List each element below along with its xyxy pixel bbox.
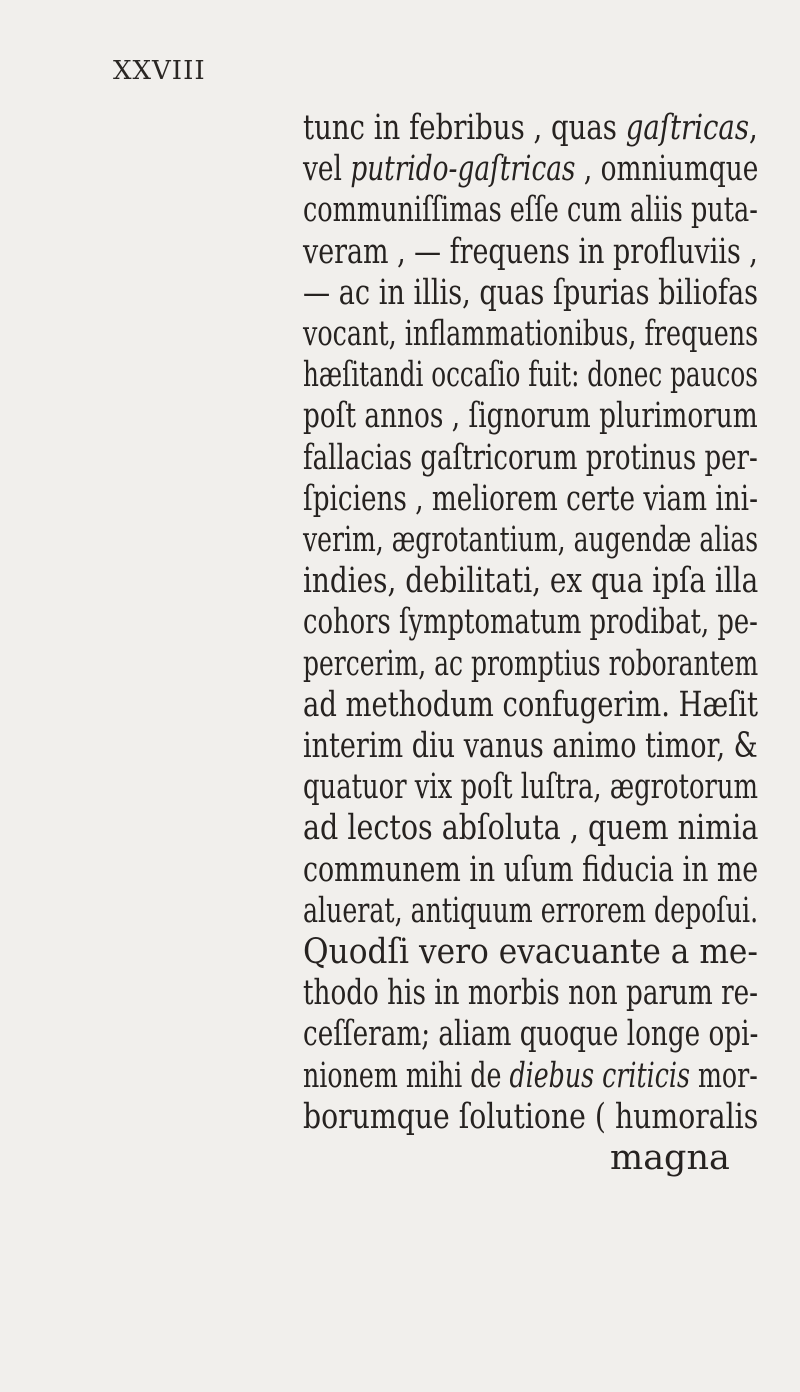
text-line: borumque ſolutione ( humoralis: [303, 1096, 759, 1137]
text-line: vel putrido-gaſtricas , omniumque: [303, 149, 759, 190]
text-line: interim diu vanus animo timor, &: [303, 726, 758, 766]
text-line: verim, ægrotantium, augendæ alias: [303, 520, 759, 560]
text-line: poſt annos , ſignorum plurimorum: [303, 396, 758, 437]
text-line: fallacias gaſtricorum protinus per-: [303, 437, 758, 478]
text-line: veram , — frequens in profluviis ,: [303, 231, 758, 272]
text-line: Quodſi vero evacuante a me-: [303, 932, 758, 972]
text-line: vocant, inflammationibus, frequens: [303, 314, 759, 354]
text-line: ceſſeram; aliam quoque longe opi-: [303, 1014, 759, 1055]
text-line: tunc in febribus , quas gaſtricas,: [303, 108, 758, 148]
text-line: ad methodum confugerim. Hæſit: [303, 684, 759, 725]
text-line: ſpiciens , meliorem certe viam ini-: [303, 478, 758, 519]
catchword: magna: [610, 1138, 730, 1178]
text-line: hæſitandi occaſio fuit: donec paucos: [303, 355, 758, 396]
text-line: communiſſimas eſſe cum aliis puta-: [303, 190, 758, 231]
text-line: — ac in illis, quas ſpurias biliofas: [303, 272, 759, 313]
text-line: thodo his in morbis non parum re-: [303, 973, 759, 1014]
text-line: aluerat, antiquum errorem depoſui.: [303, 890, 759, 931]
page-number: XXVIII: [113, 56, 206, 86]
text-line: cohors ſymptomatum prodibat, pe-: [303, 602, 758, 643]
text-line: quatuor vix poſt luſtra, ægrotorum: [303, 767, 759, 808]
text-line: indies, debilitati, ex qua ipſa illa: [303, 561, 759, 602]
text-line: communem in uſum fiducia in me: [303, 849, 759, 890]
text-line: nionem mihi de diebus criticis mor-: [303, 1055, 758, 1096]
text-line: percerim, ac promptius roborantem: [303, 643, 759, 684]
text-line: ad lectos abſoluta , quem nimia: [303, 808, 759, 849]
